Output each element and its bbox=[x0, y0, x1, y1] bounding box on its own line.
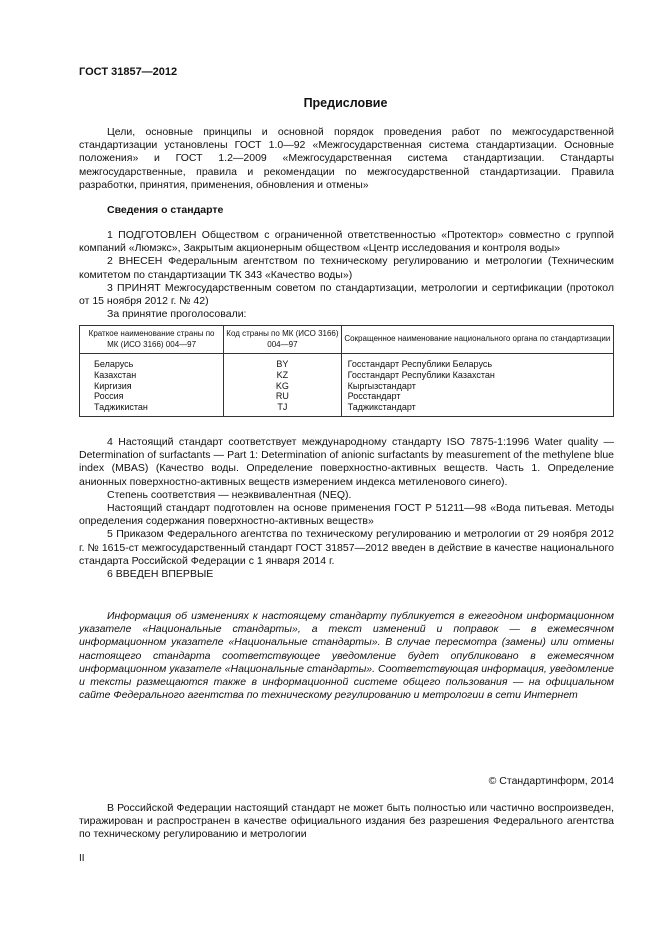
table-row bbox=[80, 370, 614, 381]
standard-info-section bbox=[79, 229, 614, 321]
table-cell-country: Россия bbox=[80, 391, 224, 402]
item-2: 2 ВНЕСЕН Федеральным агентством по техническому регулированию и метрологии (Техническим комитетом по стандартизации ТК 343 «Качество воды») bbox=[79, 255, 614, 281]
document-code: ГОСТ 31857—2012 bbox=[79, 66, 178, 78]
item-5: 5 Приказом Федерального агентства по техническому регулированию и метрологии от 29 ноября 2012 г. № 1615-ст межгосударственный стандарт ГОСТ 31857—2012 введен в действие в качестве национального стандарта Российской Федерации с 1 января 2014 г. bbox=[79, 528, 614, 567]
table-cell-code: TJ bbox=[224, 402, 341, 416]
table-cell-code: KG bbox=[224, 381, 341, 392]
table-row bbox=[80, 381, 614, 392]
voted-label: За принятие проголосовали: bbox=[107, 308, 247, 321]
compliance-section bbox=[79, 436, 614, 581]
notice-section bbox=[79, 610, 614, 702]
table-header-body: Сокращенное наименование национального органа по стандартизации bbox=[341, 326, 613, 354]
copyright-line: © Стандартинформ, 2014 bbox=[488, 775, 614, 787]
legal-section bbox=[79, 802, 614, 842]
table-cell-code: RU bbox=[224, 391, 341, 402]
voting-table bbox=[79, 325, 614, 417]
table-cell-body: Госстандарт Республики Беларусь bbox=[341, 354, 613, 370]
table-row bbox=[80, 402, 614, 416]
table-cell-body: Росстандарт bbox=[341, 391, 613, 402]
item-1: 1 ПОДГОТОВЛЕН Обществом с ограниченной ответственностью «Протектор» совместно с группой компаний «Люмэкс», Закрытым акционерным обществом «Центр исследования и контроля воды» bbox=[79, 229, 614, 255]
table-cell-body: Таджикстандарт bbox=[341, 402, 613, 416]
table-header-row bbox=[80, 326, 614, 354]
notice-paragraph: Информация об изменениях к настоящему стандарту публикуется в ежегодном информационном указателе «Национальные стандарты», а текст изменений и поправок — в ежемесячном информационном указателе «Национальные стандарты». В случае пересмотра (замены) или отмены настоящего стандарта соответствующее уведомление будет опубликовано в ежемесячном информационном указателе «Национальные стандарты». Соответствующая информация, уведомление и тексты размещаются также в информационной системе общего пользования — на официальном сайте Федерального агентства по техническому регулированию и метрологии в сети Интернет bbox=[79, 610, 614, 702]
table-row bbox=[80, 354, 614, 370]
table-cell-country: Киргизия bbox=[80, 381, 224, 392]
table-header-code: Код страны по МК (ИСО 3166) 004—97 bbox=[224, 326, 341, 354]
page-title: Предисловие bbox=[303, 96, 388, 110]
table-cell-code: KZ bbox=[224, 370, 341, 381]
item-4: 4 Настоящий стандарт соответствует международному стандарту ISO 7875-1:1996 Water quality — Determination of surfactants — Part 1: Determination of anionic surfactants by measurement of the methylene blue index (MBAS) (Качество воды. Определение поверхностно-активных веществ. Часть 1. Определение анионных поверхностно-активных веществ измерением индекса метиленового синего). bbox=[79, 436, 614, 488]
item-4-basis: Настоящий стандарт подготовлен на основе применения ГОСТ Р 51211—98 «Вода питьевая. Методы определения содержания поверхностно-активных веществ» bbox=[79, 502, 614, 528]
legal-paragraph: В Российской Федерации настоящий стандарт не может быть полностью или частично воспроизведен, тиражирован и распространен в качестве официального издания без разрешения Федерального агентства по техническому регулированию и метрологии bbox=[79, 802, 614, 841]
table-cell-body: Кыргызстандарт bbox=[341, 381, 613, 392]
table-cell-code: BY bbox=[224, 354, 341, 370]
table-cell-country: Таджикистан bbox=[80, 402, 224, 416]
table-row bbox=[80, 391, 614, 402]
item-4-degree: Степень соответствия — неэквивалентная (NEQ). bbox=[107, 488, 352, 501]
table-cell-body: Госстандарт Республики Казахстан bbox=[341, 370, 613, 381]
intro-paragraph: Цели, основные принципы и основной порядок проведения работ по межгосударственной стандартизации установлены ГОСТ 1.0—92 «Межгосударственная система стандартизации. Основные положения» и ГОСТ 1.2—2009 «Межгосударственная система стандартизации. Стандарты межгосударственные, правила и рекомендации по межгосударственной стандартизации. Правила разработки, принятия, применения, обновления и отмены» bbox=[79, 126, 614, 191]
table-cell-country: Казахстан bbox=[80, 370, 224, 381]
item-3: 3 ПРИНЯТ Межгосударственным советом по стандартизации, метрологии и сертификации (протокол от 15 ноября 2012 г. № 42) bbox=[79, 281, 614, 308]
page-number: II bbox=[79, 853, 85, 864]
section-heading: Сведения о стандарте bbox=[107, 204, 224, 216]
info-heading-section bbox=[79, 204, 614, 217]
table-header-country: Краткое наименование страны по МК (ИСО 3166) 004—97 bbox=[80, 326, 224, 354]
table-cell-country: Беларусь bbox=[80, 354, 224, 370]
intro-section bbox=[79, 126, 614, 192]
item-6: 6 ВВЕДЕН ВПЕРВЫЕ bbox=[107, 568, 214, 581]
